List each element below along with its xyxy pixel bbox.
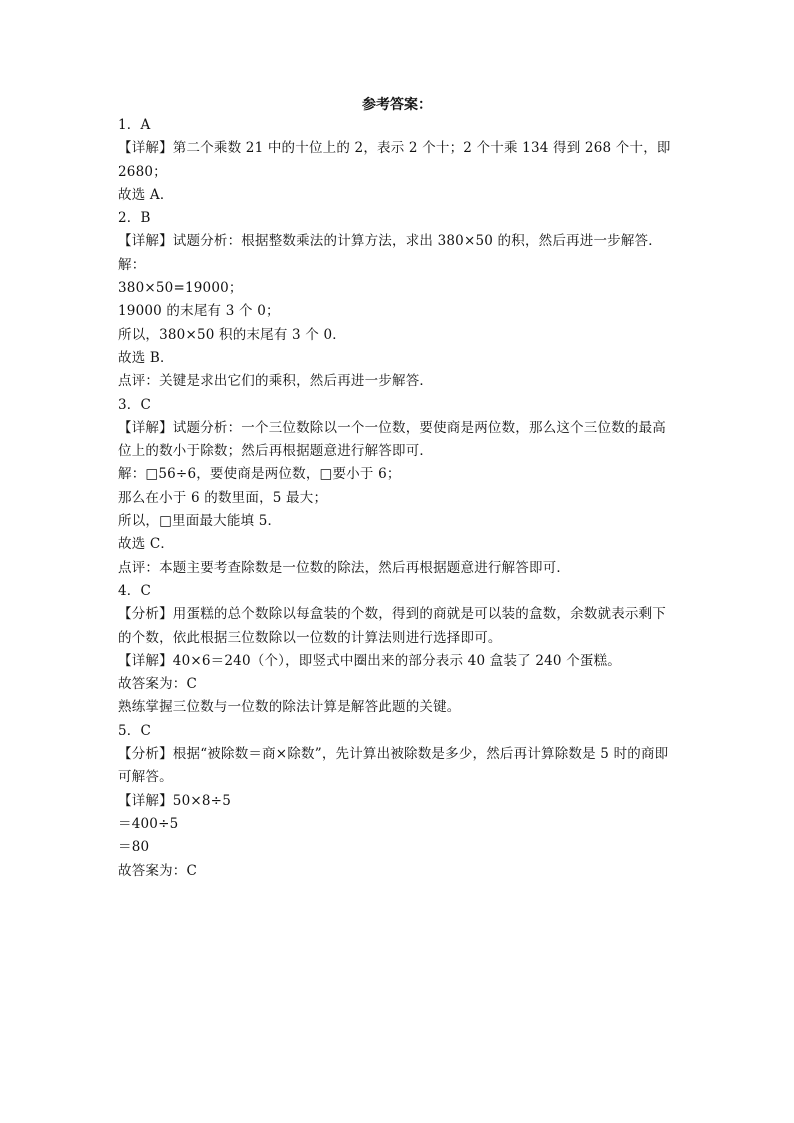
answer-line: 【分析】用蛋糕的总个数除以每盒装的个数，得到的商就是可以装的盒数，余数就表示剩下 [118, 606, 666, 623]
answer-line: 1．A [118, 117, 151, 133]
answer-line: 故选 A． [118, 186, 174, 203]
answer-line: ＝400÷5 [118, 815, 179, 832]
answer-line: 【详解】试题分析：一个三位数除以一个一位数，要使商是两位数，那么这个三位数的最高 [118, 419, 666, 436]
answer-line: 【详解】试题分析：根据整数乘法的计算方法，求出 380×50 的积，然后再进一步解答． [118, 233, 662, 250]
answer-line: 可解答。 [118, 769, 173, 786]
answer-line: 【详解】50×8÷5 [118, 792, 231, 809]
answer-line: 3．C [118, 396, 152, 413]
answer-line: 【详解】40×6＝240（个），即竖式中圈出来的部分表示 40 盒装了 240 个蛋糕。 [118, 652, 622, 669]
answer-content [118, 114, 688, 883]
answer-line: ＝80 [118, 839, 150, 856]
answer-line: 2680； [118, 163, 167, 180]
answer-line: 4．C [118, 582, 152, 599]
answer-line: 解： [118, 256, 146, 273]
answer-line: 【详解】第二个乘数 21 中的十位上的 2，表示 2 个十；2 个十乘 134 得到 268 个十，即 [118, 140, 671, 157]
answer-line: 那么在小于 6 的数里面，5 最大； [118, 489, 328, 506]
answer-line: 【分析】根据“被除数＝商×除数”，先计算出被除数是多少，然后再计算除数是 5 时的商即 [118, 746, 669, 763]
answer-line: 380×50=19000； [118, 280, 243, 297]
answer-line: 点评：本题主要考查除数是一位数的除法，然后再根据题意进行解答即可． [118, 559, 571, 576]
answer-line: 所以，380×50 积的末尾有 3 个 0． [118, 326, 346, 343]
answer-line: 5．C [118, 722, 152, 739]
answer-line: 位上的数小于除数；然后再根据题意进行解答即可． [118, 443, 434, 460]
answer-line: 的个数，依此根据三位数除以一位数的计算法则进行选择即可。 [118, 629, 502, 646]
answer-line: 故答案为：C [118, 862, 198, 879]
answer-line: 故选 C． [118, 536, 175, 553]
answer-line: 故答案为：C [118, 676, 198, 693]
answer-line: 19000 的末尾有 3 个 0； [118, 303, 280, 320]
page-title: 参考答案： [362, 97, 432, 113]
answer-line: 解：□56÷6，要使商是两位数，□要小于 6； [118, 466, 401, 483]
answer-line: 点评：关键是求出它们的乘积，然后再进一步解答． [118, 373, 434, 390]
answer-line: 故选 B． [118, 349, 174, 366]
answer-line: 2．B [118, 210, 151, 227]
answer-line: 熟练掌握三位数与一位数的除法计算是解答此题的关键。 [118, 699, 461, 716]
answer-line: 所以，□里面最大能填 5． [118, 513, 282, 530]
